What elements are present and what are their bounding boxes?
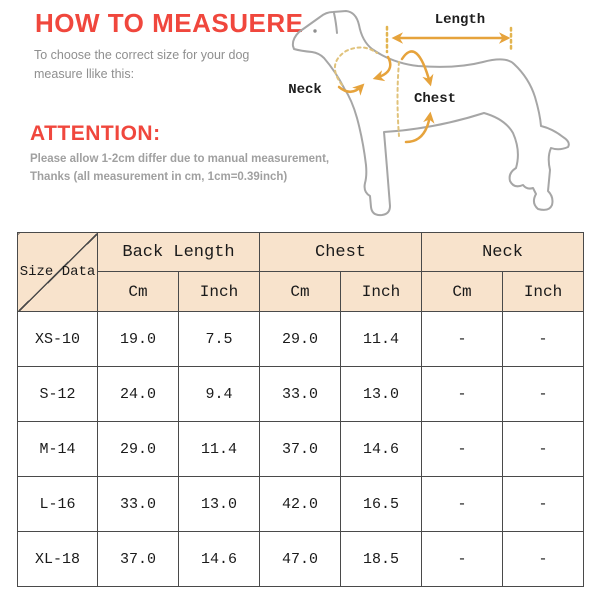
cell-value: 29.0	[98, 422, 179, 477]
table-row-l-16	[18, 477, 584, 532]
dog-eye	[313, 29, 316, 32]
cell-value: 14.6	[341, 422, 422, 477]
column-group-back-length: Back Length	[98, 233, 260, 272]
cell-value: 18.5	[341, 532, 422, 587]
length-label: Length	[434, 12, 486, 28]
subtitle-line-2: measure llike this:	[34, 67, 135, 82]
cell-value: -	[503, 532, 584, 587]
subtitle-line-1: To choose the correct size for your dog	[34, 48, 250, 62]
cell-value: 29.0	[260, 312, 341, 367]
column-group-neck: Neck	[422, 233, 584, 272]
size-label: XL-18	[18, 532, 98, 587]
cell-value: 19.0	[98, 312, 179, 367]
size-label: M-14	[18, 422, 98, 477]
cell-value: -	[503, 422, 584, 477]
unit-header-back-inch: Inch	[179, 272, 260, 312]
cell-value: 11.4	[341, 312, 422, 367]
shoulder-arrow	[376, 57, 390, 78]
cell-value: -	[422, 312, 503, 367]
attention-line-2: Thanks (all measurement in cm, 1cm=0.39inch)	[30, 171, 288, 184]
cell-value: 11.4	[179, 422, 260, 477]
cell-value: 16.5	[341, 477, 422, 532]
table-row-xl-18	[18, 532, 584, 587]
unit-header-neck-cm: Cm	[422, 272, 503, 312]
subtitle	[34, 46, 249, 85]
size-label: L-16	[18, 477, 98, 532]
table-row-xs-10	[18, 312, 584, 367]
measurement-diagram	[270, 0, 600, 230]
cell-value: -	[422, 532, 503, 587]
cell-value: -	[503, 367, 584, 422]
cell-value: 33.0	[98, 477, 179, 532]
cell-value: 33.0	[260, 367, 341, 422]
cell-value: 14.6	[179, 532, 260, 587]
cell-value: 7.5	[179, 312, 260, 367]
cell-value: -	[422, 477, 503, 532]
column-group-chest: Chest	[260, 233, 422, 272]
attention-line-1: Please allow 1-2cm differ due to manual measurement,	[30, 153, 330, 165]
cell-value: 42.0	[260, 477, 341, 532]
cell-value: -	[422, 422, 503, 477]
neck-girth-dashed-line	[335, 47, 377, 85]
cell-value: 37.0	[260, 422, 341, 477]
chest-girth-dashed-line	[398, 62, 400, 136]
size-chart-table	[17, 232, 584, 587]
cell-value: -	[503, 312, 584, 367]
cell-value: 13.0	[179, 477, 260, 532]
neck-label: Neck	[288, 82, 322, 98]
dog-outline-illustration	[293, 11, 569, 215]
size-label: S-12	[18, 367, 98, 422]
cell-value: 37.0	[98, 532, 179, 587]
size-label: XS-10	[18, 312, 98, 367]
page-title: HOW TO MEASUERE	[35, 8, 304, 38]
corner-cell-size-data: Size Data	[18, 233, 98, 312]
cell-value: -	[503, 477, 584, 532]
unit-header-back-cm: Cm	[98, 272, 179, 312]
unit-header-chest-inch: Inch	[341, 272, 422, 312]
dog-ear-line	[334, 13, 337, 33]
unit-header-neck-inch: Inch	[503, 272, 584, 312]
table-row-m-14	[18, 422, 584, 477]
chest-top-arrow	[402, 51, 430, 83]
cell-value: 47.0	[260, 532, 341, 587]
chest-label: Chest	[413, 91, 457, 107]
attention-heading: ATTENTION:	[30, 122, 161, 145]
cell-value: -	[422, 367, 503, 422]
cell-value: 9.4	[179, 367, 260, 422]
cell-value: 13.0	[341, 367, 422, 422]
unit-header-chest-cm: Cm	[260, 272, 341, 312]
cell-value: 24.0	[98, 367, 179, 422]
table-row-s-12	[18, 367, 584, 422]
